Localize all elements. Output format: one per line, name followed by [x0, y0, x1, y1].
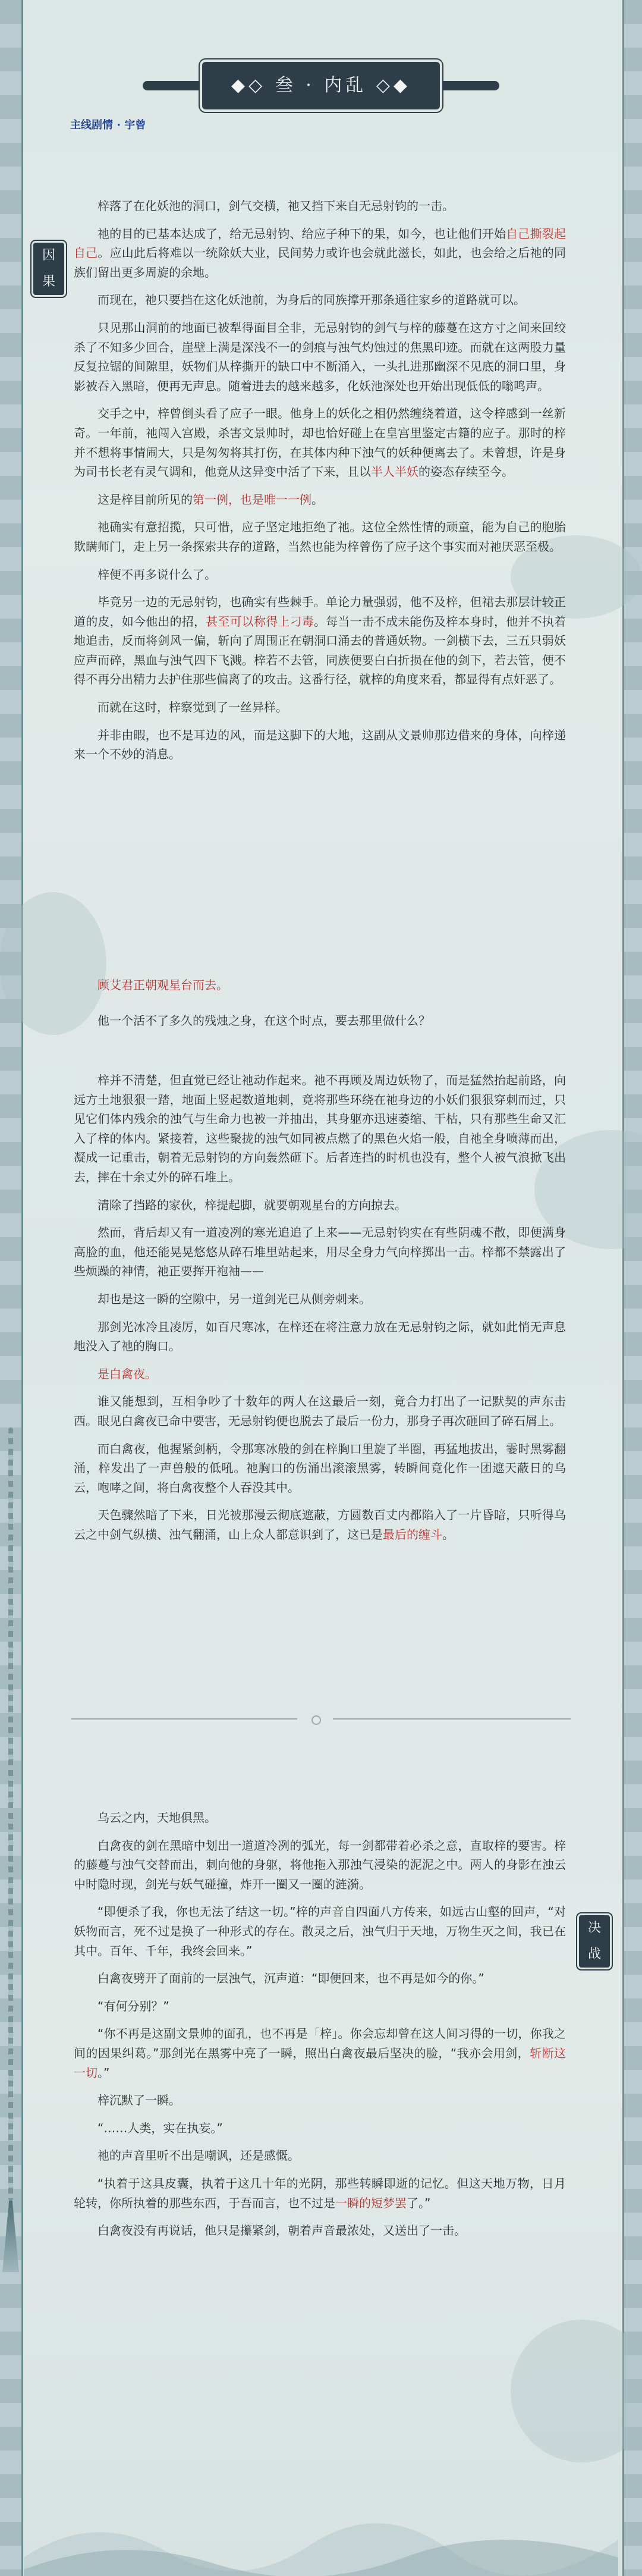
paragraph: “……人类，实在执妄。”	[97, 2120, 223, 2135]
paragraph: 他一个活不了多久的残烛之身，在这个时点，要去那里做什么？	[97, 1014, 430, 1028]
chapter-title: ◆◇ 叁 · 内乱 ◇◆	[231, 75, 411, 96]
paragraph: 梓便不再多说什么了。	[97, 567, 216, 582]
section1-continued	[74, 1011, 566, 1031]
side-label-char: 因	[42, 248, 55, 263]
highlight-text: 半人半妖	[371, 465, 418, 479]
highlight-text: 最后的缠斗	[383, 1527, 442, 1542]
paragraph: 白禽夜劈开了面前的一层浊气，沉声道：“即便回来，也不再是如今的你。”	[97, 1971, 484, 1986]
paragraph: 谁又能想到，互相争吵了十数年的两人在这最后一刻，竟合力打出了一记默契的声东击西。眼见白禽夜已命中要害，无忌射钧便也脱去了最后一份力，那身子再次砸回了碎石屑上。	[74, 1394, 566, 1428]
paragraph: 祂的目的已基本达成了，给无忌射钧、给应子种下的果，如今，也让他们开始自己撕裂起自己。应山此后将难以一统除妖大业，民间势力或许也会就此滋长，如此，也会给之后祂的同族们留出更多周旋的余地。	[74, 226, 567, 280]
paragraph: 清除了挡路的家伙，梓提起脚，就要朝观星台的方向掠去。	[97, 1197, 407, 1212]
paragraph: “即便杀了我，你也无法了结这一切。”梓的声音自四面八方传来，如远古山壑的回声，“对妖物而言，死不过是换了一种形式的存在。散灵之后，浊气归于天地，万物生灭之间，我已在其中。百年、千年，我终会回来。”	[74, 1904, 566, 1958]
paragraph: 并非由暇，也不是耳边的风，而是这脚下的大地，这副从文景帅那边借来的身体，向梓递来一个不妙的消息。	[74, 727, 566, 762]
section2-text	[74, 1808, 566, 2241]
paragraph: 祂的声音里听不出是嘲讽，还是感慨。	[97, 2148, 300, 2163]
paragraph: “你不再是这副文景帅的面孔，也不再是「梓」。你会忘却曾在这人间习得的一切，你我之间的因果纠葛。”那剑光在黑雾中亮了一瞬，照出白禽夜最后坚决的脸，“我亦会用剑，斩断这一切。”	[74, 2026, 566, 2080]
paragraph: 却也是这一瞬的空隙中，另一道剑光已从侧旁刺来。	[97, 1291, 371, 1306]
section1-continued-2	[74, 1071, 566, 1544]
highlight-text: 斩断这一切	[74, 2045, 566, 2080]
side-label-char: 果	[42, 274, 55, 289]
section-divider	[71, 1713, 571, 1725]
paragraph: 毕竟另一边的无忌射钧，也确实有些棘手。单论力量强弱，他不及梓，但裙去那层计较正道的皮，如今他出的招，甚至可以称得上刁毒。每当一击不成未能伤及梓本身时，他并不执着地追击，反而将剑风一偏，斩向了周围正在朝洞口涌去的普通妖物。一剑横下去，三五只弱妖应声而碎，黑血与浊气四下飞溅。梓若不去管，同族便要白白折损在他的剑下，若去管，便不得不再分出精力去护住那些偏离了的攻击。这番行径，就梓的角度来看，都显得有点奸恶了。	[74, 595, 567, 687]
side-label-char: 决	[587, 1921, 601, 1935]
highlight-text: 一瞬的短梦罢	[335, 2195, 407, 2210]
banner-wing-right	[434, 81, 499, 90]
paragraph: 天色骤然暗了下来，日光被那漫云彻底遮蔽，方圆数百丈内都陷入了一片昏暗，只听得乌云之中剑气纵横、浊气翻涌，山上众人都意识到了，这已是最后的缠斗。	[74, 1508, 566, 1542]
side-label-battle	[579, 1915, 610, 1968]
paragraph: 交手之中，梓曾倒头看了应子一眼。他身上的妖化之相仍然缠绕着道，这令梓感到一丝新奇。一年前，祂闯入宫殿，杀害文景帅时，却也恰好碰上在皇宫里鉴定古籍的应子。那时的梓并不想将事情闹大，只是匆匆将其打伤，在其体内种下浊气的妖种便离去了。未曾想，许是身为司书长老有灵气调和，他竟从这异变中活了下来，且以半人半妖的姿态存续至今。	[74, 406, 566, 479]
paragraph: 祂确实有意招揽，只可惜，应子坚定地拒绝了祂。这位全然性情的顽童，能为自己的胞胎欺瞒师门，走上另一条探索共存的道路，当然也能为梓曾伤了应子这个事实而对祂厌恶至极。	[74, 520, 566, 554]
paragraph: 梓并不清楚，但直觉已经让祂动作起来。祂不再顾及周边妖物了，而是猛然抬起前路，向远方土地狠狠一踏，地面上竖起数道地刺，竟将那些环绕在祂身边的小妖们狠狠穿刺而过，只见它们体内残余的浊气与生命力也被一并抽出，其身躯亦迅速萎缩、干枯，只有那些生命又汇入了梓的体内。紧接着，这些聚拢的浊气如同被点燃了的黑色火焰一般，自祂全身喷薄而出，凝成一记重击，朝着无忌射钧的方向轰然砸下。后者连挡的时机也没有，整个人被气浪掀飞出去，摔在十余丈外的碎石堆上。	[74, 1073, 566, 1184]
section1-text	[74, 196, 566, 764]
paragraph: 白禽夜的剑在黑暗中划出一道道冷冽的弧光，每一剑都带着必杀之意，直取梓的要害。梓的藤蔓与浊气交替而出，刺向他的身躯，将他拖入那浊气浸染的泥泥之中。两人的身影在浊云中时隐时现，剑光与妖气碰撞，炸开一圈又一圈的涟漪。	[74, 1838, 566, 1891]
cloud-decoration	[511, 2320, 642, 2462]
paragraph: 然而，背后却又有一道凌冽的寒光追追了上来——无忌射钧实在有些阴魂不散，即便满身高脸的血，他还能晃晃悠悠从碎石堆里站起来，用尽全身力气向梓掷出一击。梓都不禁露出了些烦躁的神情，祂正要挥开袍袖——	[74, 1225, 566, 1279]
banner-wing-left	[143, 81, 208, 90]
paragraph: 只见那山洞前的地面已被犁得面目全非，无忌射钧的剑气与梓的藤蔓在这方寸之间来回绞杀了不知多少回合，崖壁上满是深浅不一的剑痕与浊气灼蚀过的焦黑印迹。而就在这两股力量反复拉锯的间隙里，妖物们从梓撕开的缺口中不断涌入，一头扎进那幽深不见底的洞口里，身影被吞入黑暗，便再无声息。随着进去的越来越多，化妖池深处也开始出现低低的嗡鸣声。	[74, 320, 566, 393]
paragraph: 白禽夜没有再说话，他只是攥紧剑，朝着声音最浓处，又送出了一击。	[97, 2223, 466, 2238]
paragraph: 而就在这时，梓察觉到了一丝异样。	[97, 700, 288, 715]
paragraph: 而现在，祂只要挡在这化妖池前，为身后的同族撑开那条通往家乡的道路就可以。	[97, 293, 525, 308]
highlight-line: 是白禽夜。	[97, 1366, 157, 1381]
highlight-text: 甚至可以称得上刁毒	[206, 614, 314, 629]
paragraph: 而白禽夜，他握紧剑柄，令那寒冰般的剑在梓胸口里旋了半圈，再猛地拔出，霎时黑雾翻涌，梓发出了一声兽般的低吼。祂胸口的伤涌出滚滚黑雾，转瞬间竟化作一团遮天蔽日的乌云，咆哮之间，将白禽夜整个人吞没其中。	[74, 1441, 566, 1495]
author-line: 主线剧情 · 宇曾	[70, 119, 146, 131]
side-label-char: 战	[587, 1947, 601, 1962]
chapter-banner	[202, 62, 440, 109]
paragraph: 那剑光冰冷且凌厉，如百尺寒冰，在梓还在将注意力放在无忌射钧之际，就如此悄无声息地没入了祂的胸口。	[74, 1319, 566, 1354]
bottom-ornament	[24, 2486, 618, 2576]
bead-string-decoration	[8, 1427, 13, 2201]
paragraph: “有何分别？”	[97, 1998, 169, 2013]
paragraph: 乌云之内，天地俱黑。	[97, 1811, 216, 1825]
paragraph: 梓沉默了一瞬。	[97, 2093, 181, 2108]
paragraph: 这是梓目前所见的第一例，也是唯一一例。	[97, 492, 323, 507]
highlight-text: 第一例，也是唯一一例	[193, 492, 311, 507]
highlight-line: 顾艾君正朝观星台而去。	[97, 978, 228, 992]
section1-red-line	[74, 975, 566, 995]
side-label-causality	[33, 243, 64, 295]
highlight-text: 自己撕裂起自己	[74, 226, 567, 261]
paragraph: “执着于这具皮囊，执着于这几十年的光阴，那些转瞬即逝的记忆。但这天地万物，日月轮转，你所执着的那些东西，于吾而言，也不过是一瞬的短梦罢了。”	[74, 2176, 566, 2210]
paragraph: 梓落了在化妖池的洞口，剑气交横，祂又挡下来自无忌射钧的一击。	[97, 199, 454, 213]
